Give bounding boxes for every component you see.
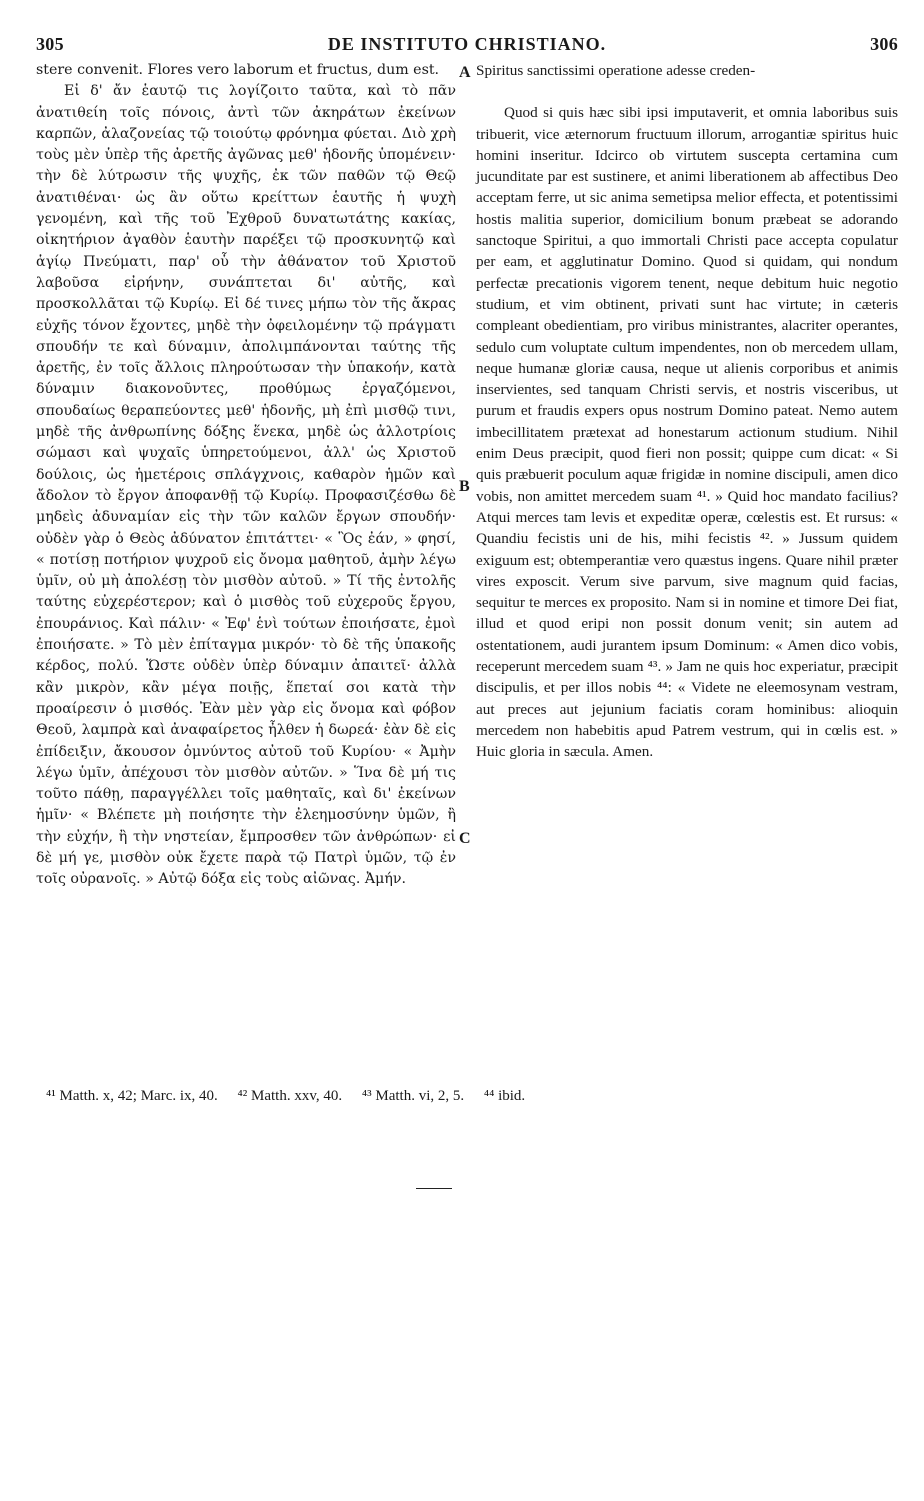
running-head [36,34,898,60]
footnote-42: ⁴² Matth. xxv, 40. [237,1088,343,1104]
page [36,34,898,888]
greek-paragraph: Εἰ δ' ἄν ἑαυτῷ τις λογίζοιτο ταῦτα, καὶ τὸ πᾶν ἀνατιθείη τοῖς πόνοις, ἀντὶ τῶν ἀκηράτων ἐκείνων καρπῶν, ἀλαζονείας τῷ τοιούτῳ φρόνημα φύεται. Διὸ χρὴ τοὺς μὲν ὑπὲρ τῆς ἀρετῆς ἀγῶνας μεθ' ἡδονῆς ὑπομένειν· τὴν δὲ λύτρωσιν τῆς ψυχῆς, ἐκ τῶν παθῶν τῷ Θεῷ ἀνατιθέναι· ὡς ἂν οὕτω κρείττων ἑαυτῆς ἡ ψυχὴ γενομένη, καὶ τῆς τοῦ Ἐχθροῦ δυνατωτάτης κακίας, οἰκητήριον ἀγαθὸν ἑαυτὴν παρέξει τῷ προσκυνητῷ καὶ ἁγίῳ Πνεύματι, παρ' οὗ τὴν ἀθάνατον τοῦ Χριστοῦ λαβοῦσα εἰρήνην, συνάπτεται δι' αὐτῆς, καὶ προσκολλᾶται τῷ Κυρίῳ. Εἰ δέ τινες μήπω τὸν τῆς ἄκρας εὐχῆς τόνον ἔχοντες, μηδὲ τὴν ὀφειλομένην τῷ πράγματι σπουδήν τε καὶ δύναμιν, ἀπολιμπάνονται ταύτης τῆς ἀρετῆς, ἐν τοῖς ἄλλοις πληρούτωσαν τὴν ὑπακοήν, κατὰ δύναμιν διακονοῦντες, προθύμως ἐργαζόμενοι, σπουδαίως θεραπεύοντες μεθ' ἡδονῆς, μὴ ἐπὶ μισθῷ τινι, μηδὲ τῆς ἀνθρωπίνης δόξης ἕνεκα, μηδὲ ὡς ἀλλοτρίοις σώμασι καὶ ψυχαῖς ὑπηρετούμενοι, ἀλλ' ὡς Χριστοῦ δούλοις, ὡς ἡμετέροις σπλάγχνοις, καθαρὸν ἡμῶν καὶ ἄδολον τὸ ἔργον ἀποφανθῇ τῷ Κυρίῳ. Προφασιζέσθω δὲ μηδεὶς ἀδυναμίαν εἰς τὴν τῶν καλῶν ἔργων σπουδήν· οὐδὲν γὰρ ὁ Θεὸς ἀδύνατον ἐπιτάττει· « Ὃς ἐάν, » φησί, « ποτίσῃ ποτήριον ψυχροῦ εἰς ὄνομα μαθητοῦ, ἀμὴν λέγω ὑμῖν, οὐ μὴ ἀπολέσῃ τὸν μισθὸν αὐτοῦ. » Τί τῆς ἐντολῆς ταύτης εὐχερέστερον; καὶ ὁ μισθὸς τοῦ εὐχεροῦς ἔργου, ἐπουράνιος. Καὶ πάλιν· « Ἐφ' ἑνὶ τούτων ἐποιήσατε, ἐμοὶ ἐποιήσατε. » Τὸ μὲν ἐπίταγμα μικρόν· τὸ δὲ τῆς ὑπακοῆς κέρδος, πολύ. Ὥστε οὐδὲν ὑπὲρ δύναμιν ἀπαιτεῖ· ἀλλὰ κἂν μικρὸν, κἂν μέγα ποιῇς, ἕπεταί σοι κατὰ τὴν προαίρεσιν ὁ μισθός. Ἐὰν μὲν γὰρ εἰς ὄνομα καὶ φόβον Θεοῦ, λαμπρὰ καὶ ἀναφαίρετος ἦλθεν ἡ δωρεά· ἐὰν δὲ εἰς ἐπίδειξιν, ἄκουσον ὀμνύντος αὐτοῦ τοῦ Κυρίου· « Ἀμὴν λέγω ὑμῖν, ἀπέχουσι τὸν μισθὸν αὐτῶν. » Ἵνα δὲ μή τις τοῦτο πάθῃ, παραγγέλλει τοῖς μαθηταῖς, καὶ δι' ἐκείνων ἡμῖν· « Βλέπετε μὴ ποιήσητε τὴν ἐλεημοσύνην ὑμῶν, ἢ τὴν εὐχήν, ἢ τὴν νηστείαν, ἔμπροσθεν τῶν ἀνθρώπων· εἰ δὲ μή γε, μισθὸν οὐκ ἔχετε παρὰ τῷ Πατρὶ ὑμῶν, τῷ ἐν τοῖς οὐρανοῖς. » Αὐτῷ δόξα εἰς τοὺς αἰῶνας. Ἀμήν. [36,83,456,888]
latin-column [476,60,898,763]
margin-letter-b: B [459,478,470,495]
latin-paragraph: Quod si quis hæc sibi ipsi imputaverit, et omnia laboribus suis tribuerit, vice æternorum fructuum illorum, arrogantiæ spiritus huic homini inseritur. Idcirco ob virtutem suscepta certamina cum jucunditate par est sustinere, et animi liberationem ab affectibus Deo acceptam ferre, ut sic anima semetipsa melior effecta, et potentissimi hostis malitia superior, domicilium bonum præbeat se adorando sanctoque Spiritui, a quo immortali Christi pace accepta copulatur per eam, et agglutinatur Domino. Quod si quidam, qui nondum perfectæ precationis vigorem tenent, neque debitum huic negotio studium, et vim obtinent, privati sunt hac virtute; in cæteris compleant obedientiam, pro viribus ministrantes, alacriter operantes, sedulo cum voluptate cultum impendentes, non ob mercedem ullam, neque humanæ gloriæ causa, neque ut alienis corporibus et animis inservientes, sed tanquam Christi servis, et nostris visceribus, ut purum et fraudis expers opus nostrum Domino pateat. Nemo autem imbecillitatem prætexat ad honestarum actionum studium. Nihil enim Deus præcipit, quod fieri non possit; quippe cum dicat: « Si quis præbuerit poculum aquæ frigidæ in nomine discipuli, amen dico vobis, non amittet mercedem suam ⁴¹. » Quid hoc mandato facilius? Atqui merces tam levis et expeditæ operæ, cœlestis est. Et rursus: « Quandiu fecistis uni de his, mihi fecistis ⁴². » Jussum quidem exiguum est; obtemperantiæ vero quæstus ingens. Quare nihil præter vires exposcit. Verum sive parvum, sive magnum quid facias, sequitur te merces ex proposito. Nam si in nomine et timore Dei fiat, illud et quod eripi non possit donum venit; sin autem ad ostentationem, audi jurantem ipsum Dominum: « Amen dico vobis, receperunt mercedem suam ⁴³. » Jam ne quis hoc experiatur, præcipit discipulis, et per illos nobis ⁴⁴: « Videte ne eleemosynam vestram, aut preces aut jejunium faciatis coram hominibus: alioquin mercedem non habebitis apud Patrem vestrum, qui in cœlis est. » Huic gloria in sæcula. Amen. [476,104,898,761]
page-number-right: 306 [870,34,898,54]
greek-column [36,60,456,891]
margin-letter-c: C [459,830,471,847]
footnote-44: ⁴⁴ ibid. [483,1088,526,1104]
footnote-43: ⁴³ Matth. vi, 2, 5. [361,1088,465,1104]
end-rule [416,1188,452,1189]
margin-letter-a: A [459,64,471,81]
page-title: DE INSTITUTO CHRISTIANO. [327,34,607,54]
page-number-left: 305 [36,34,64,54]
footnotes [46,1088,866,1105]
greek-continuation: stere convenit. Flores vero laborum et fructus, dum est. [36,62,440,78]
footnote-41: ⁴¹ Matth. x, 42; Marc. ix, 40. [46,1088,218,1104]
latin-continuation: Spiritus sanctissimi operatione adesse creden- [476,62,756,79]
